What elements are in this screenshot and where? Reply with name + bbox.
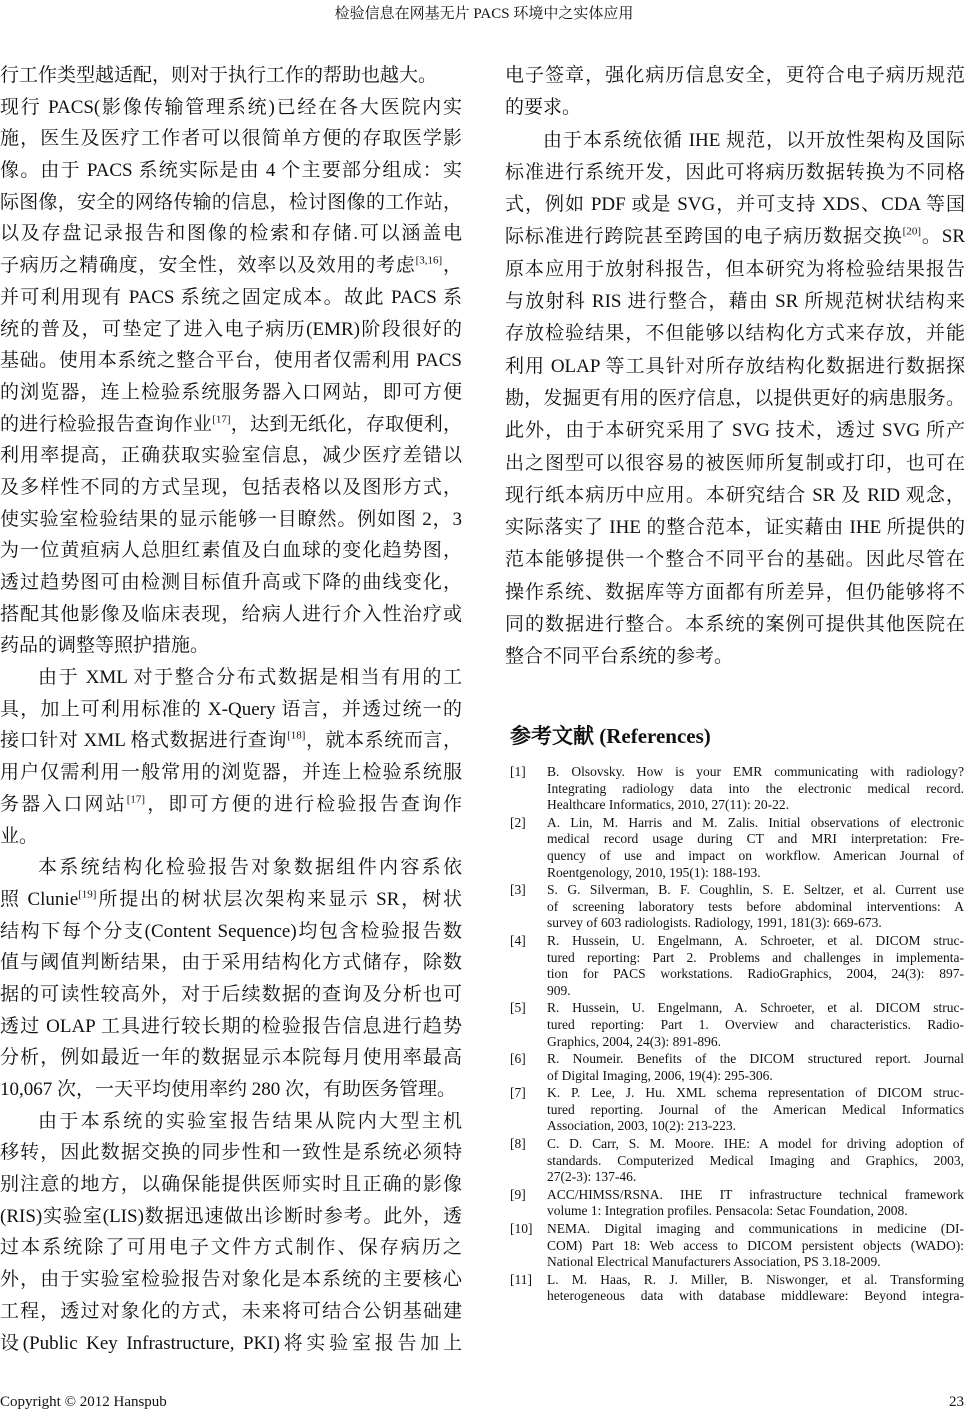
text-line bbox=[0, 1011, 462, 1043]
reference-item bbox=[510, 1272, 964, 1305]
reference-line: Roentgenology, 2010, 195(1): 188-193. bbox=[547, 864, 761, 880]
reference-item bbox=[510, 1051, 964, 1084]
text-segment: 值与阈值判断结果，由于采用结构化方式储存，除数 bbox=[0, 952, 462, 974]
reference-line: heterogeneous data with database middleware: Beyond integra- bbox=[547, 1288, 964, 1304]
text-line bbox=[0, 1296, 462, 1328]
reference-number: [4] bbox=[510, 932, 526, 948]
reference-line: R. Hussein, U. Engelmann, A. Schroeter, et al. DICOM struc- bbox=[547, 932, 964, 948]
reference-line: NEMA. Digital imaging and communications in medicine (DI- bbox=[547, 1221, 964, 1237]
reference-line: S. G. Silverman, B. F. Coughlin, S. E. Seltzer, et al. Current use bbox=[547, 882, 964, 898]
text-segment: 标准进行系统开发，因此可将病历数据转换为不同格 bbox=[505, 161, 965, 183]
reference-line: K. P. Lee, J. Hu. XML schema representation of DICOM struc- bbox=[547, 1085, 964, 1101]
reference-line: tured reporting: Part 2. Problems and challenges in implementa- bbox=[547, 949, 964, 965]
text-segment: ，就本系统而言， bbox=[305, 730, 462, 752]
text-line bbox=[0, 789, 462, 821]
reference-item bbox=[510, 1136, 964, 1186]
reference-number: [11] bbox=[510, 1271, 532, 1287]
reference-list bbox=[510, 764, 964, 1306]
reference-line: COM) Part 18: Web access to DICOM persistent objects (WADO): bbox=[547, 1237, 964, 1253]
references-heading: 参考文献 (References) bbox=[510, 724, 711, 748]
text-segment: 并可利用现有 PACS 系统之固定成本。故此 PACS 系 bbox=[0, 286, 462, 308]
citation-superscript: [17] bbox=[126, 793, 146, 806]
text-segment: 照 Clunie bbox=[0, 888, 79, 910]
citation-superscript: [19] bbox=[78, 888, 97, 901]
reference-line: 27(2-3): 137-46. bbox=[547, 1169, 637, 1185]
text-segment: 分析，例如最近一年的数据显示本院每月使用率最高 bbox=[0, 1047, 462, 1069]
text-segment: 原本应用于放射科报告，但本研究为将检验结果报告 bbox=[505, 258, 965, 280]
text-segment: 现行纸本病历中应用。本研究结合 SR 及 RID 观念， bbox=[505, 484, 965, 506]
text-line bbox=[0, 1137, 462, 1169]
reference-line: survey of 603 radiologists. Radiology, 1991, 181(3): 669-673. bbox=[547, 915, 882, 931]
text-line bbox=[0, 504, 462, 536]
reference-item bbox=[510, 1085, 964, 1135]
citation-superscript: [20] bbox=[902, 226, 921, 239]
text-segment: 业。 bbox=[0, 825, 39, 847]
paragraph bbox=[0, 662, 462, 852]
reference-item bbox=[510, 1187, 964, 1220]
paragraph bbox=[505, 125, 965, 674]
text-segment: 设(Public Key Infrastructure, PKI)将实验室报告加上 bbox=[0, 1332, 462, 1354]
text-segment: 由于本系统依循 IHE 规范，以开放性架构及国际 bbox=[543, 129, 965, 151]
text-line bbox=[505, 415, 965, 447]
footer-copyright: Copyright © 2012 Hanspub bbox=[0, 1394, 167, 1410]
reference-item bbox=[510, 933, 964, 999]
text-segment: 据的可读性较高外，对于后续数据的查询及分析也可 bbox=[0, 983, 462, 1005]
text-line bbox=[0, 60, 462, 92]
reference-line: C. D. Carr, S. M. Moore. IHE: A model for driving adoption of bbox=[547, 1136, 964, 1152]
text-segment: 际图像，安全的网络传输的信息，检讨图像的工作站， bbox=[0, 191, 462, 213]
text-segment: 勘，发掘更有用的医疗信息，以提供更好的病患服务。 bbox=[505, 387, 965, 409]
text-segment: 式，例如 PDF 或是 SVG，并可支持 XDS、CDA 等国 bbox=[505, 194, 965, 216]
text-line bbox=[505, 60, 965, 92]
text-segment: ，即可方便的进行检验报告查询作 bbox=[145, 793, 462, 815]
text-segment: 整合不同平台系统的参考。 bbox=[505, 646, 734, 668]
paragraph bbox=[0, 852, 462, 1106]
reference-line: ACC/HIMSS/RSNA. IHE IT infrastructure technical framework bbox=[547, 1186, 964, 1202]
reference-line: of Digital Imaging, 2006, 19(4): 295-306. bbox=[547, 1067, 773, 1083]
text-line bbox=[0, 123, 462, 155]
page-number: 23 bbox=[949, 1394, 964, 1410]
text-line bbox=[505, 286, 965, 318]
reference-line: Association, 2003, 10(2): 213-223. bbox=[547, 1118, 736, 1134]
text-line bbox=[0, 630, 462, 662]
text-line bbox=[0, 377, 462, 409]
text-line bbox=[0, 1169, 462, 1201]
reference-item bbox=[510, 882, 964, 932]
text-line bbox=[505, 577, 965, 609]
reference-number: [7] bbox=[510, 1085, 526, 1101]
reference-line: B. Olsovsky. How is your EMR communicating with radiology? bbox=[547, 764, 964, 779]
text-segment: 利用 OLAP 等工具针对所存放结构化数据进行数据探 bbox=[505, 355, 965, 377]
text-segment: 所提出的树状层次架构来显示 SR，树状 bbox=[96, 888, 462, 910]
text-line bbox=[505, 157, 965, 189]
text-segment: 基础。使用本系统之整合平台，使用者仅需利用 PACS bbox=[0, 350, 462, 372]
paragraph bbox=[505, 60, 965, 125]
text-line bbox=[0, 852, 462, 884]
text-line bbox=[0, 1042, 462, 1074]
reference-line: R. Hussein, U. Engelmann, A. Schroeter, et al. DICOM struc- bbox=[547, 1000, 964, 1016]
text-segment: 移转，因此数据交换的同步性和一致性是系统必须特 bbox=[0, 1142, 462, 1164]
text-segment: 像。由于 PACS 系统实际是由 4 个主要部分组成：实 bbox=[0, 160, 462, 182]
text-line bbox=[0, 821, 462, 853]
text-segment: 外，由于实验室检验报告对象化是本系统的主要核心 bbox=[0, 1269, 462, 1291]
text-segment: ， bbox=[442, 255, 462, 277]
text-line bbox=[0, 535, 462, 567]
left-column bbox=[0, 60, 462, 1359]
reference-number: [1] bbox=[510, 764, 526, 779]
text-segment: 以及存盘记录报告和图像的检索和存储.可以涵盖电 bbox=[0, 223, 462, 245]
reference-line: medical record usage during CT and MRI interpretation: Fre- bbox=[547, 831, 964, 847]
citation-superscript: [18] bbox=[287, 730, 306, 743]
text-line bbox=[505, 448, 965, 480]
reference-line: Healthcare Informatics, 2010, 27(11): 20-22. bbox=[547, 797, 790, 813]
reference-line: tured reporting: Part 1. Overview and characteristics. Radio- bbox=[547, 1016, 964, 1032]
running-header: 检验信息在网基无片 PACS 环境中之实体应用 bbox=[334, 6, 634, 22]
text-line bbox=[0, 1201, 462, 1233]
text-segment: 同的数据进行整合。本系统的案例可提供其他医院在 bbox=[505, 614, 965, 636]
text-line bbox=[0, 599, 462, 631]
reference-line: 909. bbox=[547, 982, 571, 998]
text-segment: 务器入口网站 bbox=[0, 793, 127, 815]
reference-line: of screening laboratory tests before abdominal interventions: A bbox=[547, 898, 964, 914]
right-column bbox=[505, 60, 965, 674]
text-segment: 及多样性不同的方式呈现，包括表格以及图形方式， bbox=[0, 476, 462, 498]
reference-line: R. Noumeir. Benefits of the DICOM structured report. Journal bbox=[547, 1051, 964, 1067]
text-segment: 的进行检验报告查询作业 bbox=[0, 413, 213, 435]
text-line bbox=[505, 480, 965, 512]
text-line bbox=[0, 1232, 462, 1264]
text-segment: 实际落实了 IHE 的整合范本，证实藉由 IHE 所提供的 bbox=[505, 517, 965, 539]
citation-superscript: [3,16] bbox=[415, 254, 443, 267]
text-segment: 药品的调整等照护措施。 bbox=[0, 635, 210, 657]
reference-number: [3] bbox=[510, 882, 526, 898]
text-line bbox=[0, 1106, 462, 1138]
text-segment: 10,067 次，一天平均使用率约 280 次，有助医务管理。 bbox=[0, 1079, 457, 1100]
reference-item bbox=[510, 1221, 964, 1271]
text-line bbox=[0, 757, 462, 789]
reference-line: National Electrical Manufacturers Association, PS 3.18-2009. bbox=[547, 1254, 881, 1270]
text-line bbox=[0, 218, 462, 250]
reference-item bbox=[510, 1000, 964, 1050]
text-segment: 。SR bbox=[920, 226, 965, 248]
text-line bbox=[0, 567, 462, 599]
text-segment: 搭配其他影像及临床表现，给病人进行介入性治疗或 bbox=[0, 603, 462, 625]
text-segment: 此外，由于本研究采用了 SVG 技术，透过 SVG 所产 bbox=[505, 420, 965, 442]
text-line bbox=[0, 1264, 462, 1296]
text-line bbox=[505, 221, 965, 253]
reference-line: tion for PACS workstations. RadioGraphics, 2004, 24(3): 897- bbox=[547, 966, 964, 982]
text-line bbox=[505, 92, 965, 124]
text-segment: 存放检验结果，不但能够以结构化方式来存放，并能 bbox=[505, 323, 965, 345]
text-line bbox=[505, 318, 965, 350]
reference-line: quency of use and impact on workflow. American Journal of bbox=[547, 847, 964, 863]
text-segment: 电子签章，强化病历信息安全，更符合电子病历规范 bbox=[505, 65, 965, 86]
text-segment: 结构下每个分支(Content Sequence)均包含检验报告数 bbox=[0, 920, 462, 942]
text-segment: (RIS)实验室(LIS)数据迅速做出诊断时参考。此外，透 bbox=[0, 1205, 462, 1227]
text-line bbox=[505, 351, 965, 383]
reference-line: L. M. Haas, R. J. Miller, B. Niswonger, et al. Transforming bbox=[547, 1271, 964, 1287]
text-segment: 透过趋势图可由检测目标值升高或下降的曲线变化， bbox=[0, 572, 462, 593]
text-line bbox=[0, 662, 462, 694]
text-segment: 过本系统除了可用电子文件方式制作、保存病历之 bbox=[0, 1237, 462, 1259]
text-segment: 使实验室检验结果的显示能够一目瞭然。例如图 2，3 bbox=[0, 508, 462, 530]
reference-line: volume 1: Integration profiles. Pensacola: Setac Foundation, 2008. bbox=[547, 1203, 908, 1219]
text-segment: 由于本系统的实验室报告结果从院内大型主机 bbox=[38, 1110, 462, 1132]
text-segment: 本系统结构化检验报告对象数据组件内容系依 bbox=[38, 857, 462, 879]
text-line bbox=[505, 125, 965, 157]
text-line bbox=[0, 250, 462, 282]
text-segment: 的浏览器，连上检验系统服务器入口网站，即可方便 bbox=[0, 381, 462, 403]
text-line bbox=[0, 155, 462, 187]
text-line bbox=[505, 544, 965, 576]
text-segment: 与放射科 RIS 进行整合，藉由 SR 所规范树状结构来 bbox=[505, 291, 965, 313]
reference-line: Integrating radiology data into the electronic medical record. bbox=[547, 780, 964, 796]
reference-line: Graphics, 2004, 24(3): 891-896. bbox=[547, 1033, 721, 1049]
text-segment: 由于 XML 对于整合分布式数据是相当有用的工 bbox=[38, 667, 462, 689]
text-segment: 子病历之精确度，安全性，效率以及效用的考虑 bbox=[0, 255, 416, 277]
text-segment: 为一位黄疸病人总胆红素值及白血球的变化趋势图， bbox=[0, 540, 462, 562]
paragraph bbox=[0, 60, 462, 92]
reference-number: [2] bbox=[510, 814, 526, 830]
text-segment: 统的普及，可垫定了进入电子病历(EMR)阶段很好的 bbox=[0, 318, 462, 340]
text-line bbox=[0, 1074, 462, 1106]
reference-item bbox=[510, 764, 964, 814]
text-line bbox=[0, 947, 462, 979]
text-line bbox=[505, 512, 965, 544]
reference-item bbox=[510, 815, 964, 881]
text-line bbox=[0, 187, 462, 219]
text-segment: 工程，透过对象化的方式，未来将可结合公钥基础建 bbox=[0, 1300, 462, 1322]
paragraph bbox=[0, 1106, 462, 1360]
text-line bbox=[0, 409, 462, 441]
text-line bbox=[0, 916, 462, 948]
text-segment: 接口针对 XML 格式数据进行查询 bbox=[0, 730, 288, 752]
text-segment: ，达到无纸化，存取便利， bbox=[230, 413, 462, 435]
text-line bbox=[0, 694, 462, 726]
text-line bbox=[0, 1328, 462, 1360]
text-line bbox=[0, 314, 462, 346]
reference-number: [6] bbox=[510, 1051, 526, 1067]
text-line bbox=[0, 979, 462, 1011]
text-line bbox=[0, 92, 462, 124]
text-line bbox=[0, 884, 462, 916]
text-segment: 范本能够提供一个整合不同平台的基础。因此尽管在 bbox=[505, 549, 965, 571]
reference-number: [10] bbox=[510, 1221, 533, 1237]
text-line bbox=[0, 440, 462, 472]
reference-number: [9] bbox=[510, 1186, 526, 1202]
reference-line: tured reporting. Journal of the American Medical Informatics bbox=[547, 1101, 964, 1117]
text-line bbox=[0, 472, 462, 504]
text-segment: 操作系统、数据库等方面都有所差异，但仍能够将不 bbox=[505, 581, 965, 603]
text-segment: 用户仅需利用一般常用的浏览器，并连上检验系统服 bbox=[0, 762, 462, 784]
text-segment: 际标准进行跨院甚至跨国的电子病历数据交换 bbox=[505, 226, 903, 248]
text-segment: 现行 PACS(影像传输管理系统)已经在各大医院内实 bbox=[0, 96, 462, 118]
reference-line: standards. Computerized Medical Imaging and Graphics, 2003, bbox=[547, 1152, 964, 1168]
text-line bbox=[505, 254, 965, 286]
reference-line: A. Lin, M. Harris and M. Zalis. Initial observations of electronic bbox=[547, 814, 964, 830]
text-segment: 出之图型可以很容易的被医师所复制或打印，也可在 bbox=[505, 452, 965, 474]
text-line bbox=[505, 383, 965, 415]
paragraph bbox=[0, 92, 462, 662]
text-segment: 行工作类型越适配，则对于执行工作的帮助也越大。 bbox=[0, 65, 438, 86]
text-segment: 别注意的地方，以确保能提供医师实时且正确的影像 bbox=[0, 1174, 462, 1196]
text-segment: 施，医生及医疗工作者可以很简单方便的存取医学影 bbox=[0, 128, 462, 150]
reference-number: [5] bbox=[510, 1000, 526, 1016]
text-line bbox=[505, 189, 965, 221]
text-line bbox=[0, 345, 462, 377]
text-line bbox=[0, 725, 462, 757]
text-line bbox=[505, 641, 965, 673]
text-line bbox=[505, 609, 965, 641]
reference-number: [8] bbox=[510, 1136, 526, 1152]
citation-superscript: [17] bbox=[212, 413, 231, 426]
text-segment: 具，加上可利用标准的 X-Query 语言，并透过统一的 bbox=[0, 698, 462, 720]
text-line bbox=[0, 282, 462, 314]
text-segment: 的要求。 bbox=[505, 97, 582, 119]
text-segment: 利用率提高，正确获取实验室信息，减少医疗差错以 bbox=[0, 445, 462, 467]
text-segment: 透过 OLAP 工具进行较长期的检验报告信息进行趋势 bbox=[0, 1015, 462, 1037]
